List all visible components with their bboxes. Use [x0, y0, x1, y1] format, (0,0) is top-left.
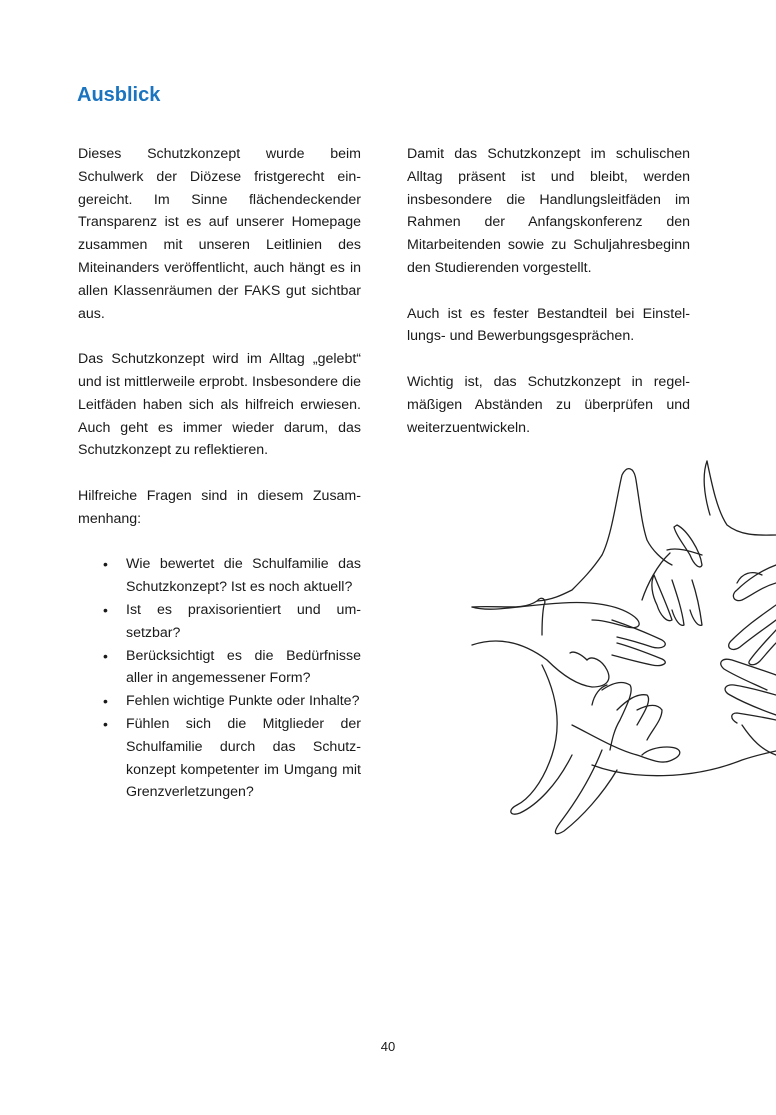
- bullet-icon: •: [103, 556, 108, 573]
- list-item: • Berücksichtigt es die Bedürfnisse aller in angemessener Form?: [126, 645, 361, 691]
- paragraph-interviews: Auch ist es fester Bestandteil bei Einstellungs- und Bewerbungsgesprächen.: [407, 305, 690, 345]
- left-column: [78, 143, 361, 804]
- section-heading: Ausblick: [77, 84, 161, 106]
- hands-drawing-icon: [462, 455, 776, 845]
- bullet-icon: •: [103, 601, 108, 618]
- list-item: • Fehlen wichtige Punkte oder Inhalte?: [126, 690, 361, 713]
- paragraph-review: Wichtig ist, das Schutzkonzept in regelmäßigen Abständen zu überprüfen und weiterzuentwickeln.: [407, 373, 690, 436]
- hands-illustration: [462, 455, 776, 845]
- bullet-icon: •: [103, 693, 108, 710]
- questions-list: [78, 553, 361, 804]
- list-item: • Ist es praxisorientiert und umsetzbar?: [126, 599, 361, 645]
- list-item: • Fühlen sich die Mitglieder der Schulfamilie durch das Schutzkonzept kompetenter im Umgang mit Grenzverletzungen?: [126, 713, 361, 804]
- right-column: [407, 143, 690, 462]
- paragraph-questions-intro: Hilfreiche Fragen sind in diesem Zusammenhang:: [78, 487, 361, 527]
- list-item: • Wie bewertet die Schulfamilie das Schutzkonzept? Ist es noch aktuell?: [126, 553, 361, 599]
- bullet-icon: •: [103, 715, 108, 732]
- paragraph-presentation: Damit das Schutzkonzept im schulischen Alltag präsent ist und bleibt, werden insbesondere die Handlungsleitfäden im Rahmen der Anfangskonferenz den Mitarbeitenden sowie zu Schuljahresbeginn den Studierenden vorgestellt.: [407, 146, 690, 276]
- bullet-icon: •: [103, 647, 108, 664]
- paragraph-practice: Das Schutzkonzept wird im Alltag „gelebt“ und ist mittlerweile erprobt. Insbesondere die Leitfäden haben sich als hilfreich erwiesen. Auch geht es immer wieder darum, das Schutzkonzept zu reflektieren.: [78, 351, 361, 459]
- page-number: 40: [380, 1039, 396, 1054]
- paragraph-submission: Dieses Schutzkonzept wurde beim Schulwerk der Diözese fristgerecht eingereicht. Im Sinne flächendeckender Transparenz ist es auf unserer Homepage zusammen mit unseren Leitlinien des Miteinanders veröffentlicht, auch hängt es in allen Klassenräumen der FAKS gut sichtbar aus.: [78, 146, 361, 322]
